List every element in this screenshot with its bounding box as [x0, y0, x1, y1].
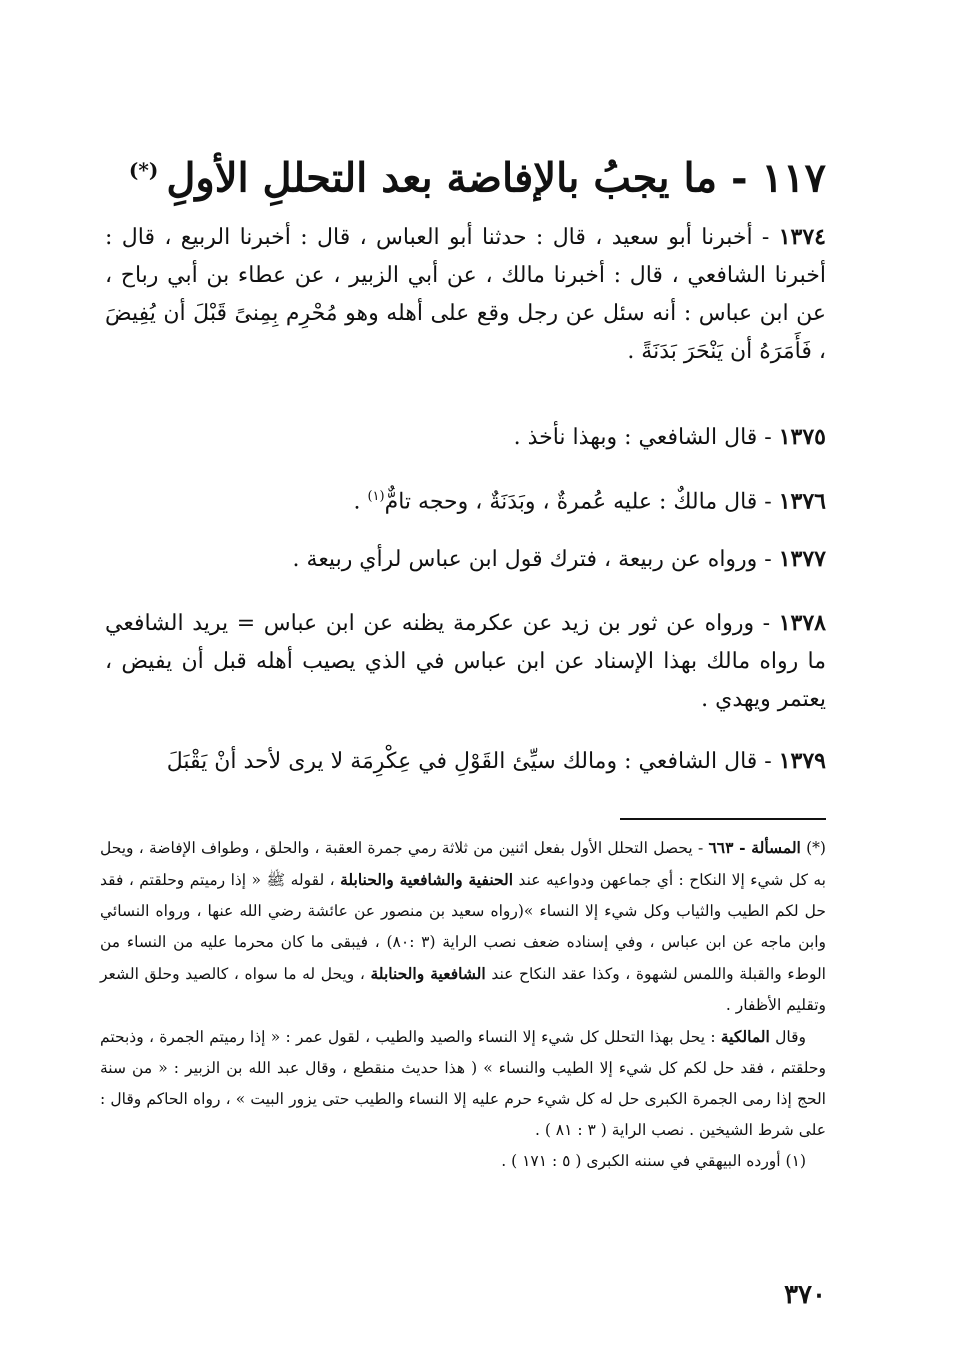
paragraph-number: ١٣٧٤ [778, 224, 826, 250]
paragraph-text: - أخبرنا أبو سعيد ، قال : حدثنا أبو العباس ، قال : أخبرنا الربيع ، قال : أخبرنا الشافعي ، قال : أخبرنا مالك ، عن أبي الزبير ، عن عطاء بن أبي رباح ، عن ابن عباس : أنه سئل عن رجل وقع على أهله وهو مُحْرِم بِمِنىً قَبْلَ أن يُفِيضَ ، فَأَمَرَهُ أن يَنْحَرَ بَدَنَةً . [105, 225, 826, 364]
footnote-label: المسألة - ٦٦٣ [708, 838, 801, 857]
paragraph-number: ١٣٧٩ [778, 748, 826, 774]
paragraph-text: - قال مالكٌ : عليه عُمرةٌ ، وبَدَنَةٌ ، وحجه تامٌّ [384, 489, 772, 515]
paragraph-1377 [105, 540, 826, 579]
paragraph-number: ١٣٧٨ [778, 610, 826, 636]
paragraph-1375 [105, 418, 826, 457]
footnote-maliki [100, 1021, 826, 1146]
page-number: ٣٧٠ [784, 1280, 826, 1310]
footnote-reference: (١) [367, 489, 385, 504]
footnote-text: ، ويحل له ما سواه ، كالصيد وحلق الشعر وتقليم الأظفار . [100, 965, 826, 1014]
footnote-1 [100, 1146, 826, 1177]
title-footnote-marker: (*) [128, 158, 159, 182]
paragraph-1376 [105, 478, 826, 521]
footnote-text: ، لقوله ﷺ « إذا رميتم وحلقتم ، فقد حل لكم الطيب والثياب وكل شيء إلا النساء »(رواه سعيد بن منصور عن عائشة رضي الله عنها ، ورواه النسائي وابن ماجه عن ابن عباس ، وفي إسناده ضعف نصب الراية (٣ :٨٠) ، فيبقى ما كان محرما عليه من النساء من الوطء والقبلة واللمس لشهوة ، وكذا عقد النكاح عند [100, 871, 826, 983]
paragraph-1374 [105, 218, 826, 371]
paragraph-number: ١٣٧٧ [778, 546, 826, 572]
footnote-main [100, 832, 826, 1021]
chapter-title [128, 140, 826, 208]
paragraph-end: . [353, 489, 361, 515]
footnote-emphasis: الحنفية والشافعية والحنابلة [340, 870, 514, 889]
paragraph-text: - قال الشافعي : ومالك سيِّئ القَوْلِ في عِكْرِمَة لا يرى لأحد أنْ يَقْبَلَ [166, 749, 772, 774]
paragraph-number: ١٣٧٥ [778, 424, 826, 450]
paragraph-1379 [105, 742, 826, 781]
paragraph-text: - ورواه عن ربيعة ، فترك قول ابن عباس لرأي ربيعة . [292, 547, 772, 572]
footnote-text: وقال [775, 1028, 806, 1046]
footnote-emphasis: المالكية [720, 1027, 770, 1046]
paragraph-text: - ورواه عن ثور بن زيد عن عكرمة يظنه عن ابن عباس = يريد الشافعي ما رواه مالك بهذا الإسناد عن ابن عباس في الذي يصيب أهله قبل أن يفيض ، يعتمر ويهدي . [105, 611, 826, 712]
footnote-divider [620, 818, 826, 820]
paragraph-number: ١٣٧٦ [778, 488, 826, 515]
paragraph-text: - قال الشافعي : وبهذا نأخذ . [513, 425, 772, 450]
footnote-text: أورده البيهقي في سننه الكبرى ( ٥ : ١٧١ ) . [501, 1152, 781, 1170]
chapter-title-text: ١١٧ - ما يجبُ بالإفاضة بعد التحللِ الأولِ [166, 154, 826, 202]
footnotes-section [100, 832, 826, 1177]
footnote-text: - يحصل التحلل الأول بفعل اثنين من ثلاثة رمي جمرة العقبة ، والحلق ، وطواف الإفاضة ، ويحل به كل شيء إلا النكاح : أي جماعهن ودواعيه عند [100, 839, 826, 889]
footnote-emphasis: الشافعية والحنابلة [370, 964, 486, 983]
paragraph-1378 [105, 604, 826, 719]
footnote-marker: (*) [806, 839, 826, 857]
footnote-marker: (١) [785, 1152, 806, 1170]
footnote-text: : يحل بهذا التحلل كل شيء إلا النساء والصيد والطيب ، لقول عمر : « إذا رميتم الجمرة ، وذبحتم وحلقتم ، فقد حل لكم كل شيء إلا الطيب والنساء » ( هذا حديث منقطع ، وقال عبد الله بن الزبير : « من سنة الحج إذا رمى الجمرة الكبرى حل له كل شيء حرم عليه إلا النساء والطيب حتى يزور البيت » ، رواه الحاكم وقال : على شرط الشيخين . نصب الراية ( ٣ : ٨١ ) . [100, 1028, 826, 1139]
